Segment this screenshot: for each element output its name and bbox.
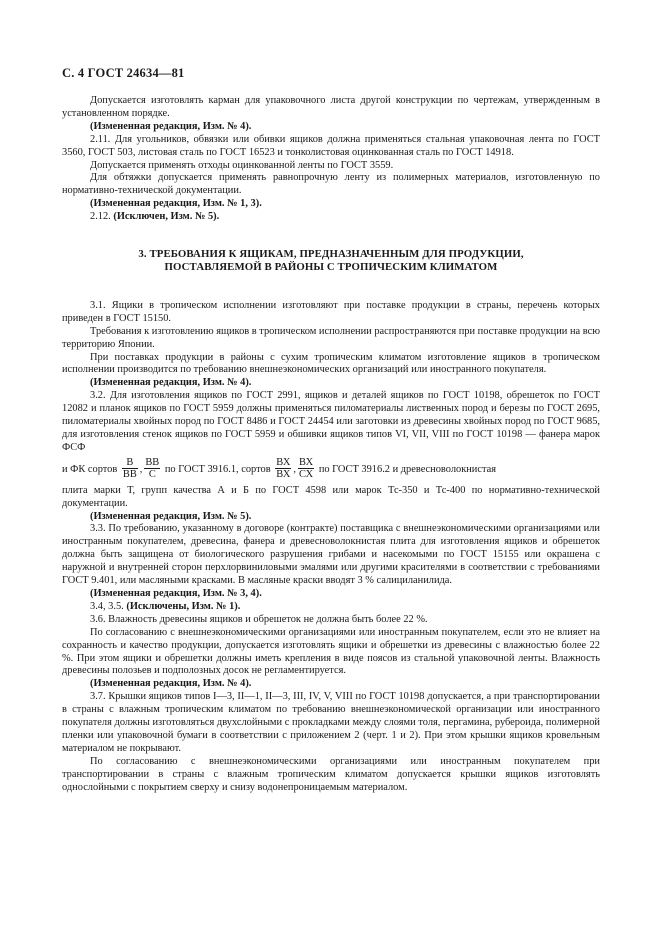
fraction — [275, 457, 291, 480]
fraction-denominator: ВВ — [122, 468, 137, 480]
fraction — [122, 457, 138, 480]
formula-text: по ГОСТ 3916.1, сортов — [164, 463, 271, 475]
edit-note: (Измененная редакция, Изм. № 4). — [90, 377, 252, 389]
fraction-denominator: СХ — [299, 468, 314, 480]
fraction-numerator: ВХ — [276, 456, 291, 468]
fraction — [298, 457, 314, 480]
paragraph: 3.1. Ящики в тропическом исполнении изготовляют при поставке продукции в страны, перечень которых приведен в ГОСТ 15150. — [62, 299, 600, 324]
clause-number: 3.4, 3.5. — [90, 600, 124, 612]
formula-text: и ФК сортов — [62, 463, 118, 475]
formula-text: по ГОСТ 3916.2 и древесноволокнистая — [318, 463, 497, 475]
paragraph: 3.7. Крышки ящиков типов I—3, II—1, II—3, III, IV, V, VIII по ГОСТ 10198 допускается, а при транспортировании в страны с влажным тропическим климатом по требованию внешнеэкономической организации или иностранного покупателя должны изготовляться двухслойными с прокладками между слоями толя, пергамина, рубероида, полимерной пленки или упаковочной бумаги в соответствии с приложением 2 (черт. 1 и 2). При этом крышки ящиков кровельным материалом не покрывают. — [62, 691, 600, 754]
document-body — [62, 95, 600, 795]
clause-number: 2.12. — [90, 211, 111, 223]
edit-note: (Измененная редакция, Изм. № 4). — [90, 678, 252, 690]
paragraph: Требования к изготовлению ящиков в тропическом исполнении распространяются при поставке продукции на всю территорию Японии. — [62, 325, 600, 350]
paragraph-excluded — [62, 211, 600, 224]
fraction — [144, 457, 160, 480]
paragraph: Допускается применять отходы оцинкованной ленты по ГОСТ 3559. — [90, 159, 394, 171]
edit-note: (Измененная редакция, Изм. № 1, 3). — [90, 198, 262, 210]
fraction-numerator: В — [122, 457, 138, 469]
section-heading — [62, 248, 600, 275]
fraction-denominator: С — [148, 468, 156, 480]
paragraph: плита марки Т, групп качества А и Б по ГОСТ 4598 или марок Тс-350 и Тс-400 по нормативно-технической документации. — [62, 484, 600, 509]
paragraph: Допускается изготовлять карман для упаковочного листа другой конструкции по чертежам, утвержденным в установленном порядке. — [62, 95, 600, 119]
paragraph: По согласованию с внешнеэкономическими организациями или иностранным покупателем при транспортировании в страны с влажным тропическим климатом допускается крышки ящиков изготовлять однослойными с покрытием сверху и снизу водонепроницаемым материалом. — [62, 755, 600, 793]
section-heading-line: ПОСТАВЛЯЕМОЙ В РАЙОНЫ С ТРОПИЧЕСКИМ КЛИМАТОМ — [164, 261, 498, 274]
paragraph: 2.11. Для угольников, обвязки или обивки ящиков должна применяться стальная упаковочная лента по ГОСТ 3560, ГОСТ 503, листовая сталь по ГОСТ 16523 и тонколистовая оцинкованная сталь по ГОСТ 14918. — [62, 133, 600, 158]
edit-note: (Измененная редакция, Изм. № 3, 4). — [90, 588, 262, 599]
paragraph: При поставках продукции в районы с сухим тропическим климатом изготовление ящиков в тропическом исполнении производится по требованию внешнеэкономических организаций или иностранного покупателя. — [62, 351, 600, 376]
section-heading-line: 3. ТРЕБОВАНИЯ К ЯЩИКАМ, ПРЕДНАЗНАЧЕННЫМ ДЛЯ ПРОДУКЦИИ, — [138, 248, 524, 261]
excluded-note: (Исключены, Изм. № 1). — [126, 600, 241, 612]
paragraph: Для обтяжки допускается применять равнопрочную ленту из полимерных материалов, изготовленную по нормативно-технической документации. — [62, 172, 600, 197]
edit-note: (Измененная редакция, Изм. № 4). — [90, 120, 252, 132]
paragraph-excluded — [62, 601, 600, 614]
page-header: С. 4 ГОСТ 24634—81 — [62, 66, 185, 80]
excluded-note: (Исключен, Изм. № 5). — [113, 211, 220, 223]
fraction-numerator: ВХ — [299, 456, 314, 468]
paragraph: По согласованию с внешнеэкономическими организациями или иностранным покупателем, если это не влияет на сохранность и качество продукции, допускается изготовлять ящики и обрешетки из древесины с влажностью более 22 %. При этом ящики и обрешетки должны иметь крепления в виде поясов из стальной упаковочной ленты. Влажность древесины полозьев и подполозных досок не регламентируется. — [62, 626, 600, 677]
formula-line: и ФК сортов В ВВ , ВВ С по ГОСТ 3916.1, сортов ВХ ВХ , ВХ СХ по ГОСТ 3916.2 и древесноволокнистая — [62, 456, 497, 480]
paragraph: 3.3. По требованию, указанному в договоре (контракте) поставщика с внешнеэкономическими организациями или иностранным покупателем, древесина, фанера и древесноволокнистая плита для изготовления ящиков и обрешеток должна быть защищена от биологического разрушения грибами и насекомыми по ГОСТ 15155 или окрашена с наружной и внутренней сторон перхлорвиниловыми эмалями или другими красителями в соответствии с требованиями ГОСТ 9.401, или масляными красками. В масляные краски вводят 3 % салициланилида. — [62, 523, 600, 587]
paragraph: 3.6. Влажность древесины ящиков и обрешеток не должна быть более 22 %. — [90, 613, 428, 625]
fraction-numerator: ВВ — [145, 456, 160, 468]
paragraph: 3.2. Для изготовления ящиков по ГОСТ 2991, ящиков и деталей ящиков по ГОСТ 10198, обрешеток по ГОСТ 12082 и планок ящиков по ГОСТ 5959 должны применяться пиломатериалы лиственных пород и березы по ГОСТ 2695, пиломатериалы хвойных пород по ГОСТ 8486 и ГОСТ 24454 или заготовки из древесины хвойных пород по ГОСТ 9685, для изготовления стенок ящиков по ГОСТ 5959 и обшивки ящиков типов VI, VII, VIII по ГОСТ 10198 — фанера марок ФСФ — [62, 390, 600, 453]
fraction-denominator: ВХ — [276, 468, 291, 480]
edit-note: (Измененная редакция, Изм. № 5). — [90, 510, 252, 522]
